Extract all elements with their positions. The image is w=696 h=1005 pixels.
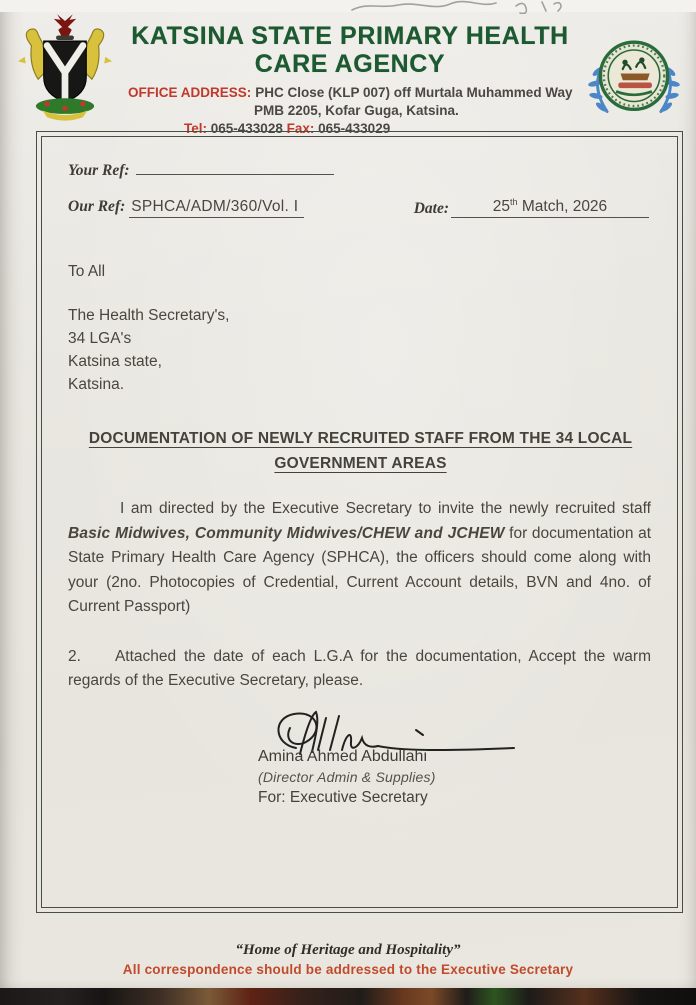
para1-emphasis: Basic Midwives, Community Midwives/CHEW and JCHEW <box>68 524 505 542</box>
date-value <box>451 197 649 218</box>
nigeria-coat-of-arms-icon <box>8 12 122 124</box>
our-ref-date-row <box>68 197 653 218</box>
your-ref-blank-line <box>136 161 334 175</box>
agency-seal-icon <box>578 20 690 136</box>
recipient-line: 34 LGA's <box>68 330 132 348</box>
office-address-line2: PMB 2205, Kofar Guga, Katsina. <box>254 103 459 118</box>
recipient-line: Katsina. <box>68 376 125 394</box>
recipient-block <box>68 260 653 396</box>
recipient-line: Katsina state, <box>68 353 162 371</box>
your-ref-label: Your Ref: <box>68 162 130 179</box>
fax-label: Fax: <box>286 121 315 136</box>
date-label: Date: <box>413 200 449 218</box>
date-day: 25 <box>492 198 511 216</box>
signature-block <box>258 704 653 807</box>
our-ref-group <box>68 198 304 218</box>
body-paragraph-1 <box>68 497 651 620</box>
office-address-line1 <box>128 84 578 102</box>
footer-motto: “Home of Heritage and Hospitality” <box>235 942 461 958</box>
date-group <box>414 197 649 218</box>
letterhead-text <box>122 12 578 138</box>
subject-heading <box>68 426 653 476</box>
office-address-label: OFFICE ADDRESS: <box>128 85 252 100</box>
letter-content <box>41 136 678 908</box>
tel-label: Tel: <box>184 121 207 136</box>
recipient-to: To All <box>68 263 106 281</box>
letterhead <box>8 12 690 138</box>
agency-title-line1: KATSINA STATE PRIMARY HEALTH <box>131 22 569 50</box>
signatory-name: Amina Ahmed Abdullahi <box>258 747 427 765</box>
our-ref-value: SPHCA/ADM/360/Vol. I <box>129 198 304 218</box>
para2-number: 2. <box>68 647 81 665</box>
recipient-line: The Health Secretary's, <box>68 307 230 325</box>
agency-title <box>122 22 578 78</box>
subject-line1: DOCUMENTATION OF NEWLY RECRUITED STAFF FROM THE 34 LOCAL <box>88 430 633 448</box>
tel-value: 065-433028 <box>210 121 283 136</box>
date-rest: Match, 2026 <box>521 198 608 216</box>
para1-start: I am directed by the Executive Secretary to invite the newly recruited staff <box>120 500 651 518</box>
photo-background-strip <box>0 988 696 1005</box>
letter-footer <box>0 942 696 977</box>
signatory-for-line: For: Executive Secretary <box>258 788 428 806</box>
fax-value: 065-433029 <box>318 121 391 136</box>
background-paper-edge <box>0 0 696 12</box>
para1-end: for documentation at State Primary Health Care Agency (SPHCA), the officers should come along with your (2no. Photocopies of Credential, Current Account details, BVN and 4no. of Current Passport) <box>68 524 651 616</box>
our-ref-label: Our Ref: <box>68 198 126 216</box>
your-ref-row <box>68 161 653 180</box>
office-address <box>122 84 578 138</box>
office-address-value1: PHC Close (KLP 007) off Murtala Muhammed Way <box>255 85 573 100</box>
footer-notice: All correspondence should be addressed to the Executive Secretary <box>122 962 574 977</box>
signatory-role: (Director Admin & Supplies) <box>258 768 436 785</box>
letter-border-frame <box>36 131 683 913</box>
date-ordinal: th <box>510 197 518 207</box>
subject-line2: GOVERNMENT AREAS <box>274 455 447 473</box>
body-paragraph-2 <box>68 645 651 694</box>
para2-text: Attached the date of each L.G.A for the documentation, Accept the warm regards of the Executive Secretary, please. <box>68 647 651 690</box>
agency-title-line2: CARE AGENCY <box>254 50 446 78</box>
